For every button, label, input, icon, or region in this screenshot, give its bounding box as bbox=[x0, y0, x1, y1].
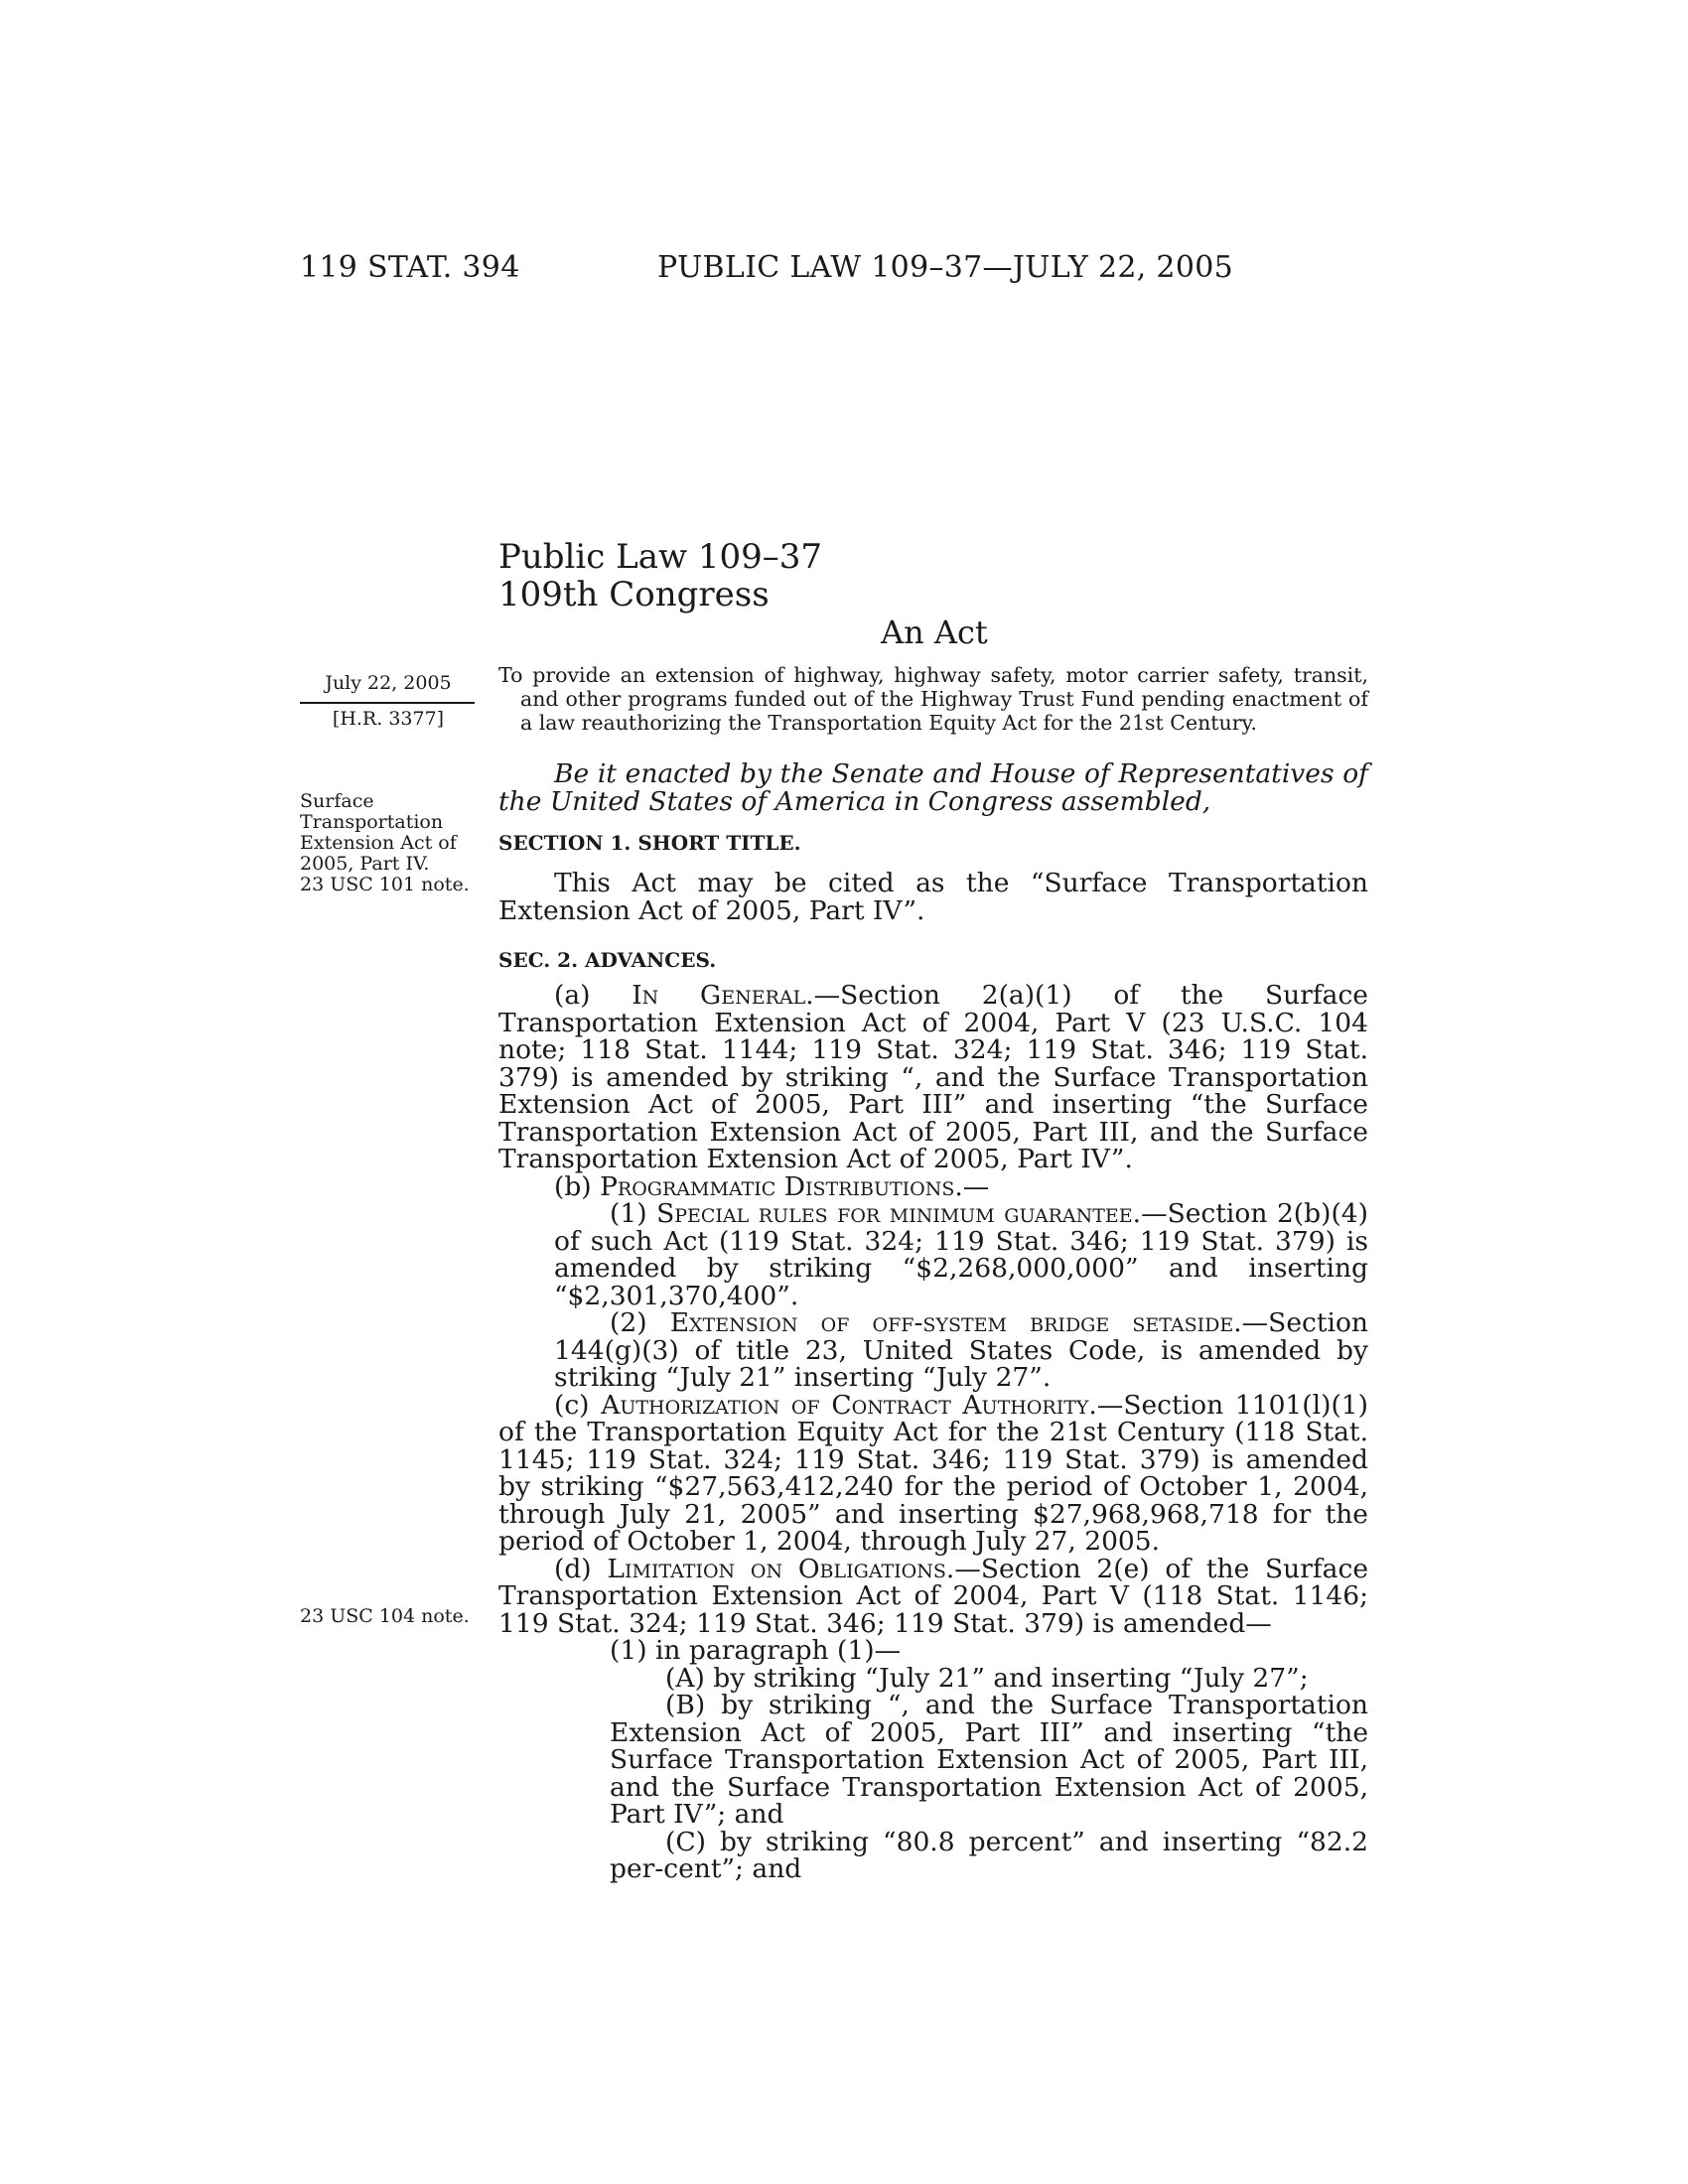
running-head-title: PUBLIC LAW 109–37—JULY 22, 2005 bbox=[657, 250, 1233, 285]
enacting-text: Be it enacted by the Senate and House of Representatives of the United States of America in Congress assembled, bbox=[498, 758, 1368, 817]
page-reference: 119 STAT. 394 bbox=[300, 250, 520, 285]
subsection-c: (c) Authorization of Contract Authority.—Section 1101(l)(1) of the Transportation Equity Act for the 21st Century (118 Stat. 1145; 119 Stat. 324; 119 Stat. 346; 119 Stat. 379) is amended by striking “$27,563,412,240 for the period of October 1, 2004, through July 21, 2005” and inserting $27,968,968,718 for the period of October 1, 2004, through July 27, 2005. bbox=[498, 1389, 1368, 1557]
margin-note-line: 2005, Part IV. bbox=[300, 853, 430, 875]
bill-number-note: [H.R. 3377] bbox=[332, 708, 445, 730]
subparagraph-dB: (B) by striking “, and the Surface Transportation Extension Act of 2005, Part III” and inserting “the Surface Transportation Extension Act of 2005, Part III, and the Surface Transportation Extension Act of 2005, Part IV”; and bbox=[610, 1690, 1368, 1830]
enacting-clause bbox=[498, 760, 1368, 815]
subparagraph-dC: (C) by striking “80.8 percent” and inserting “82.2 per-cent”; and bbox=[610, 1826, 1368, 1884]
section-2-heading: SEC. 2. ADVANCES. bbox=[498, 948, 717, 972]
enactment-date-note: July 22, 2005 bbox=[325, 672, 452, 694]
section-1-body bbox=[498, 870, 1368, 924]
act-label: An Act bbox=[881, 614, 988, 651]
margin-note-line: Extension Act of bbox=[300, 832, 457, 854]
subsection-b: (b) Programmatic Distributions.— bbox=[554, 1170, 990, 1202]
section-1-heading: SECTION 1. SHORT TITLE. bbox=[498, 831, 801, 855]
paragraph-d1: (1) in paragraph (1)— bbox=[610, 1635, 902, 1666]
margin-note-line: Transportation bbox=[300, 811, 444, 833]
subsection-a: (a) In General.—Section 2(a)(1) of the Surface Transportation Extension Act of 2004, Part V (23 U.S.C. 104 note; 118 Stat. 1144; 119 Stat. 324; 119 Stat. 346; 119 Stat. 379) is amended by striking “, and the Surface Transportation Extension Act of 2005, Part III” and inserting “the Surface Transportation Extension Act of 2005, Part III, and the Surface Transportation Extension Act of 2005, Part IV”. bbox=[498, 980, 1368, 1174]
margin-rule bbox=[300, 702, 475, 704]
section-1-text: This Act may be cited as the “Surface Transportation Extension Act of 2005, Part IV”. bbox=[498, 868, 1368, 926]
margin-note-line: Surface bbox=[300, 790, 374, 812]
paragraph-b1: (1) Special rules for minimum guarantee.—Section 2(b)(4) of such Act (119 Stat. 324; 119 Stat. 346; 119 Stat. 379) is amended by striking “$2,268,000,000” and inserting “$2,301,370,400”. bbox=[554, 1198, 1368, 1311]
subsection-d: (d) Limitation on Obligations.—Section 2(e) of the Surface Transportation Extension Act of 2004, Part V (118 Stat. 1146; 119 Stat. 324; 119 Stat. 346; 119 Stat. 379) is amended— bbox=[498, 1553, 1369, 1639]
usc-margin-note: 23 USC 104 note. bbox=[300, 1605, 470, 1627]
paragraph-b2: (2) Extension of off-system bridge setaside.—Section 144(g)(3) of title 23, United States Code, is amended by striking “July 21” inserting “July 27”. bbox=[554, 1307, 1368, 1393]
congress-label: 109th Congress bbox=[498, 575, 770, 614]
margin-note-line: 23 USC 101 note. bbox=[300, 874, 470, 895]
law-title: Public Law 109–37 bbox=[498, 537, 823, 577]
section-2-body bbox=[498, 982, 1368, 1883]
purpose-clause: To provide an extension of highway, highway safety, motor carrier safety, transit, and other programs funded out of the Highway Trust Fund pending enactment of a law reauthorizing the Transportation Equity Act for the 21st Century. bbox=[498, 663, 1368, 735]
subparagraph-dA: (A) by striking “July 21” and inserting “July 27”; bbox=[665, 1662, 1309, 1694]
short-title-margin-note bbox=[300, 791, 479, 895]
